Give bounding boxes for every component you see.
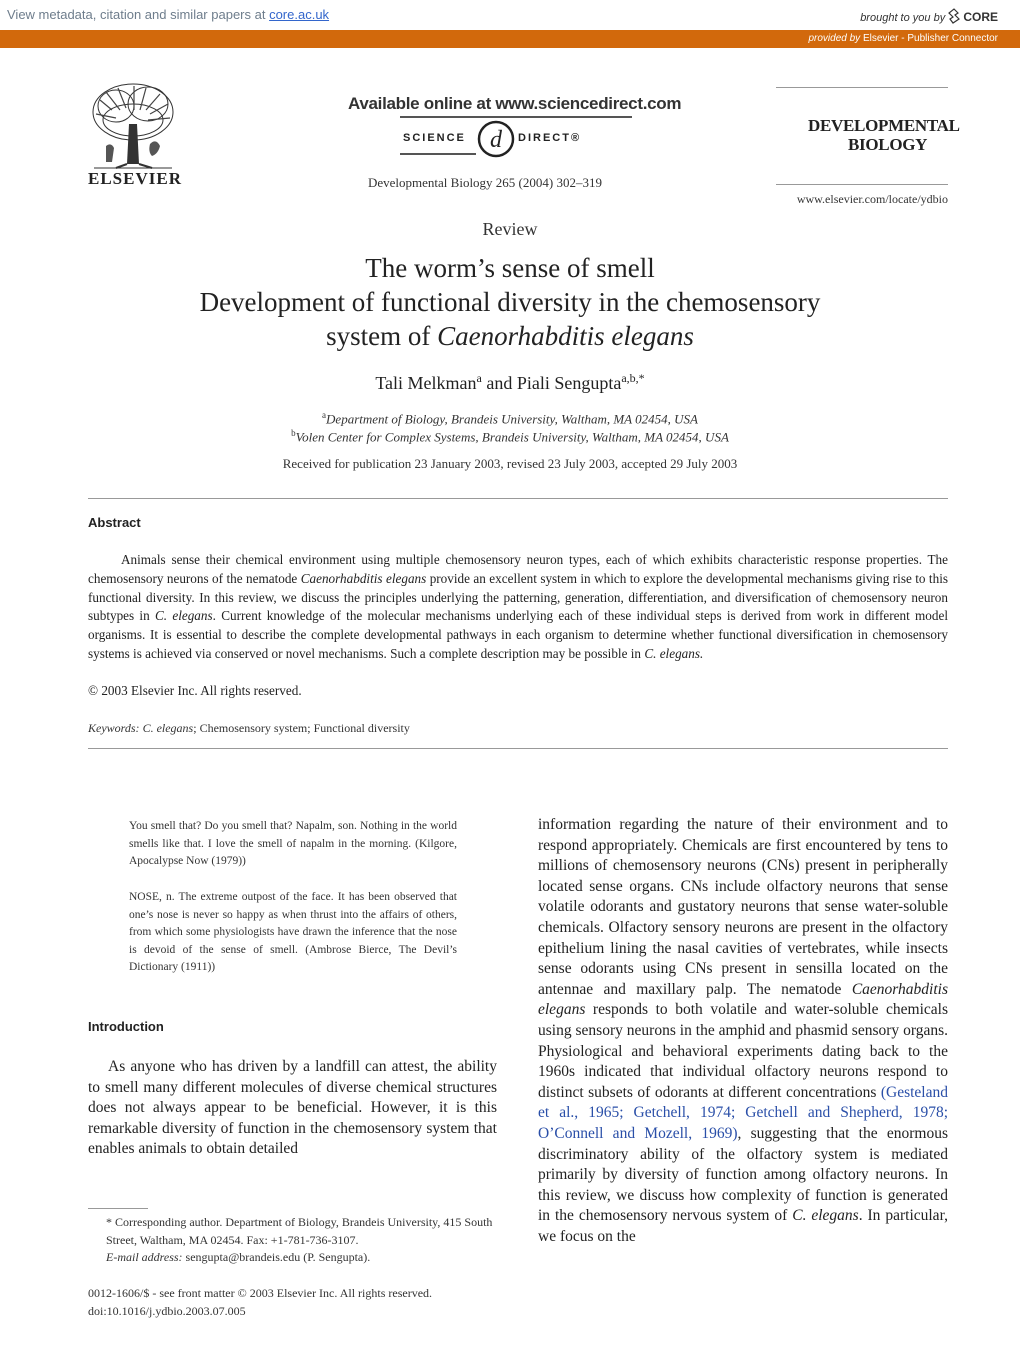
- article-type: Review: [482, 219, 538, 239]
- core-provided-by: provided by Elsevier - Publisher Connector: [808, 33, 998, 44]
- citation-link[interactable]: (Gesteland et al., 1965; Getchell, 1974; Getchell and Shepherd, 1978; O’Connell and Mozell, 1969): [538, 1083, 948, 1142]
- core-logo-icon: [948, 8, 960, 24]
- core-brought-by: brought to you by CORE: [860, 10, 998, 24]
- front-matter-issn: 0012-1606/$ - see front matter © 2003 Elsevier Inc. All rights reserved.: [88, 1286, 433, 1300]
- affiliation-a: $^a$Department of Biology, Brandeis University, Waltham, MA 02454, USA: [322, 410, 698, 427]
- abstract-text: Animals sense their chemical environment using multiple chemosensory neuron types, each of which exhibits characteristic response properties. The chemosensory neurons of the nematode Caenorhabditis elegans provide an excellent system in which to explore the developmental mechanisms giving rise to this functional diversity. In this review, we discuss the principles underlying the patterning, generation, differentiation, and diversification of chemosensory neuron subtypes in C. elegans. Current knowledge of the molecular mechanisms underlying each of these individual steps is derived from work in different model organisms. It is essential to describe the complete developmental pathways in each organism to determine whether functional diversification in chemosensory systems is achieved via conserved or novel mechanisms. Such a complete description may be possible in C. elegans.: [88, 552, 948, 661]
- article-title-line1: The worm’s sense of smell: [365, 253, 655, 283]
- journal-logo: DEVELOPMENTAL BIOLOGY: [808, 116, 960, 154]
- email-line: E-mail address: sengupta@brandeis.edu (P. Sengupta).: [106, 1250, 371, 1264]
- sciencedirect-right: DIRECT®: [518, 132, 582, 144]
- sciencedirect-at-icon: [476, 118, 516, 160]
- author-name: Piali Sengupta: [516, 373, 622, 393]
- journal-rule-bottom: [776, 184, 948, 185]
- journal-rule-top: [776, 87, 948, 88]
- sciencedirect-left: SCIENCE: [403, 132, 466, 144]
- abstract-heading: Abstract: [88, 515, 141, 530]
- article-title-line3: system of Caenorhabditis elegans: [326, 321, 694, 351]
- keywords: Keywords: C. elegans; Chemosensory system; Functional diversity: [88, 721, 410, 735]
- corresponding-author: * Corresponding author. Department of Biology, Brandeis University, 415 South Street, Waltham, MA 02454. Fax: +1-781-736-3107.: [106, 1215, 493, 1247]
- journal-reference: Developmental Biology 265 (2004) 302–319: [368, 175, 602, 190]
- affiliation-b: $^b$Volen Center for Complex Systems, Brandeis University, Waltham, MA 02454, USA: [291, 428, 729, 445]
- sciencedirect-rule-bottom: [400, 153, 476, 155]
- elsevier-tree-logo: [86, 80, 180, 172]
- core-provider-bar: [0, 30, 1020, 48]
- divider-bottom: [88, 748, 948, 749]
- introduction-heading: Introduction: [88, 1019, 164, 1034]
- available-online-text: Available online at www.sciencedirect.com: [348, 94, 682, 113]
- epigraph-quote-1: You smell that? Do you smell that? Napalm, son. Nothing in the world smells like that. I love the smell of napalm in the morning. (Kilgore, Apocalypse Now (1979)): [129, 820, 457, 868]
- author-name: Tali Melkman: [375, 373, 477, 393]
- divider-top: [88, 498, 948, 499]
- core-metadata-text: View metadata, citation and similar papers at core.ac.uk: [7, 7, 330, 22]
- body-text-right-column: information regarding the nature of their environment and to respond appropriately. Chemicals are first encountered by tens to millions of chemosensory neurons (CNs) present in peripherally located sense organs. CNs include olfactory neurons that sense volatile odorants and gustatory neurons that sense water-soluble chemicals. Olfactory sensory neurons are present in the olfactory epithelium lining the nasal cavities of vertebrates, while insects sense odorants using CNs present in sensilla located on the antennae and maxillary palp. The nematode Caenorhabditis elegans responds to both volatile and water-soluble chemicals using sensory neurons in the amphid and phasmid sensory organs. Physiological and behavioral experiments dating back to the 1960s indicated that individual olfactory neurons respond to distinct subsets of odorants at different concentrations (Gesteland et al., 1965; Getchell, 1974; Getchell and Shepherd, 1978; O’Connell and Mozell, 1969), suggesting that the enormous discriminatory ability of the olfactory system is mediated primarily by diversity of function among olfactory neurons. In this review, we discuss how complexity of function is generated in the chemosensory nervous system of C. elegans. In particular, we focus on the: [538, 816, 948, 1245]
- abstract-copyright: © 2003 Elsevier Inc. All rights reserved.: [88, 683, 302, 698]
- introduction-text: As anyone who has driven by a landfill can attest, the ability to smell many different molecules of diverse chemical structures does not always appear to be beneficial. However, it is this remarkable diversity of function in the chemosensory system that enables animals to obtain detailed: [88, 1058, 497, 1158]
- footnote-rule: [88, 1208, 148, 1209]
- received-dates: Received for publication 23 January 2003, revised 23 July 2003, accepted 29 July 2003: [282, 456, 738, 471]
- svg-text:d: d: [490, 127, 502, 153]
- journal-url[interactable]: www.elsevier.com/locate/ydbio: [796, 192, 948, 206]
- epigraph-quote-2: NOSE, n. The extreme outpost of the face. It has been observed that one’s nose is never so happy as when thrust into the affairs of others, from which some physiologists have drawn the inference that the nose is devoid of the sense of smell. (Ambrose Bierce, The Devil’s Dictionary (1911)): [129, 891, 457, 974]
- publisher-name: ELSEVIER: [88, 169, 182, 188]
- footnote: [88, 1214, 497, 1267]
- front-matter: [88, 1285, 432, 1320]
- doi[interactable]: doi:10.1016/j.ydbio.2003.07.005: [88, 1303, 246, 1318]
- article-title-line2: Development of functional diversity in the chemosensory: [199, 287, 821, 317]
- core-link[interactable]: core.ac.uk: [269, 7, 330, 22]
- core-banner: [0, 0, 1020, 30]
- sciencedirect-rule-top: [400, 116, 632, 118]
- author-list: Tali Melkman$^a$ and Piali Sengupta$^{a,b,*}$: [375, 371, 645, 393]
